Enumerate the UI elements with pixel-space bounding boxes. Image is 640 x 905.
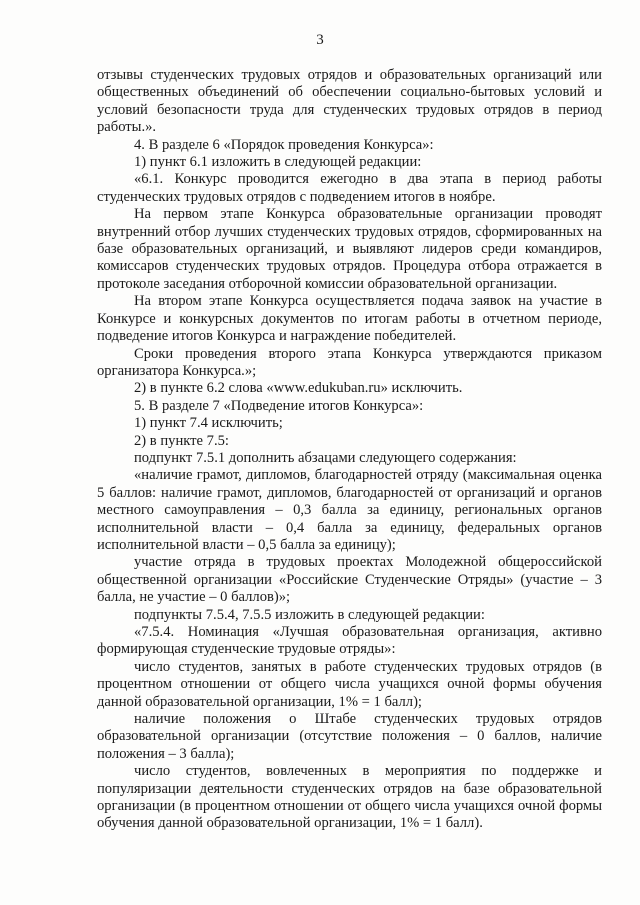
paragraph: Сроки проведения второго этапа Конкурса утверждаются приказом организатора Конкурса.»;	[97, 345, 602, 379]
paragraph: 2) в пункте 7.5:	[134, 432, 229, 449]
body-text	[97, 67, 602, 833]
paragraph: число студентов, вовлеченных в мероприятия по поддержке и популяризации деятельности студенческих отрядов на базе образовательной организации (в процентном отношении от общего числа учащихся очной формы обучения данной образовательной организации, 1% = 1 балл).	[97, 763, 602, 832]
paragraph: участие отряда в трудовых проектах Молодежной общероссийской общественной организации «Российские Студенческие Отряды» (участие – 3 балла, не участие – 0 баллов)»;	[97, 554, 602, 606]
paragraph: число студентов, занятых в работе студенческих трудовых отрядов (в процентном отношении от общего числа учащихся очной формы обучения данной образовательной организации, 1% = 1 балл);	[97, 658, 602, 710]
paragraph: На первом этапе Конкурса образовательные организации проводят внутренний отбор лучших студенческих трудовых отрядов, сформированных на базе образовательных организаций, и выявляют лидеров среди командиров, комиссаров студенческих трудовых отрядов. Процедура отбора отражается в протоколе заседания отборочной комиссии образовательной организации.	[97, 206, 602, 292]
paragraph: 4. В разделе 6 «Порядок проведения Конкурса»:	[134, 136, 434, 153]
paragraph: На втором этапе Конкурса осуществляется подача заявок на участие в Конкурсе и конкурсных документов по итогам работы в отчетном периоде, подведение итогов Конкурса и награждение победителей.	[97, 293, 602, 345]
paragraph: наличие положения о Штабе студенческих трудовых отрядов образовательной организации (отсутствие положения – 0 баллов, наличие положения – 3 балла);	[97, 711, 602, 762]
paragraph: 2) в пункте 6.2 слова «www.edukuban.ru» исключить.	[134, 380, 463, 397]
paragraph: отзывы студенческих трудовых отрядов и образовательных организаций или общественных объединений об обеспечении социально-бытовых условий и условий безопасности труда для студенческих трудовых отрядов в период работы.».	[97, 67, 602, 136]
paragraph: «7.5.4. Номинация «Лучшая образовательная организация, активно формирующая студенческие трудовые отряды»:	[97, 624, 602, 658]
page-number: 3	[316, 32, 324, 48]
paragraph: подпункт 7.5.1 дополнить абзацами следующего содержания:	[134, 449, 517, 466]
paragraph: «наличие грамот, дипломов, благодарностей отряду (максимальная оценка 5 баллов: наличие грамот, дипломов, благодарностей от организаций и органов местного самоуправления – 0,3 балла за единицу, региональных органов исполнительной власти – 0,4 балла за единицу, федеральных органов исполнительной власти – 0,5 балла за единицу);	[97, 467, 602, 553]
paragraph: 1) пункт 7.4 исключить;	[134, 415, 283, 432]
paragraph: 1) пункт 6.1 изложить в следующей редакции:	[134, 154, 422, 171]
paragraph: «6.1. Конкурс проводится ежегодно в два этапа в период работы студенческих трудовых отрядов с подведением итогов в ноябре.	[97, 171, 602, 205]
paragraph: подпункты 7.5.4, 7.5.5 изложить в следующей редакции:	[134, 606, 485, 623]
paragraph: 5. В разделе 7 «Подведение итогов Конкурса»:	[134, 397, 424, 414]
